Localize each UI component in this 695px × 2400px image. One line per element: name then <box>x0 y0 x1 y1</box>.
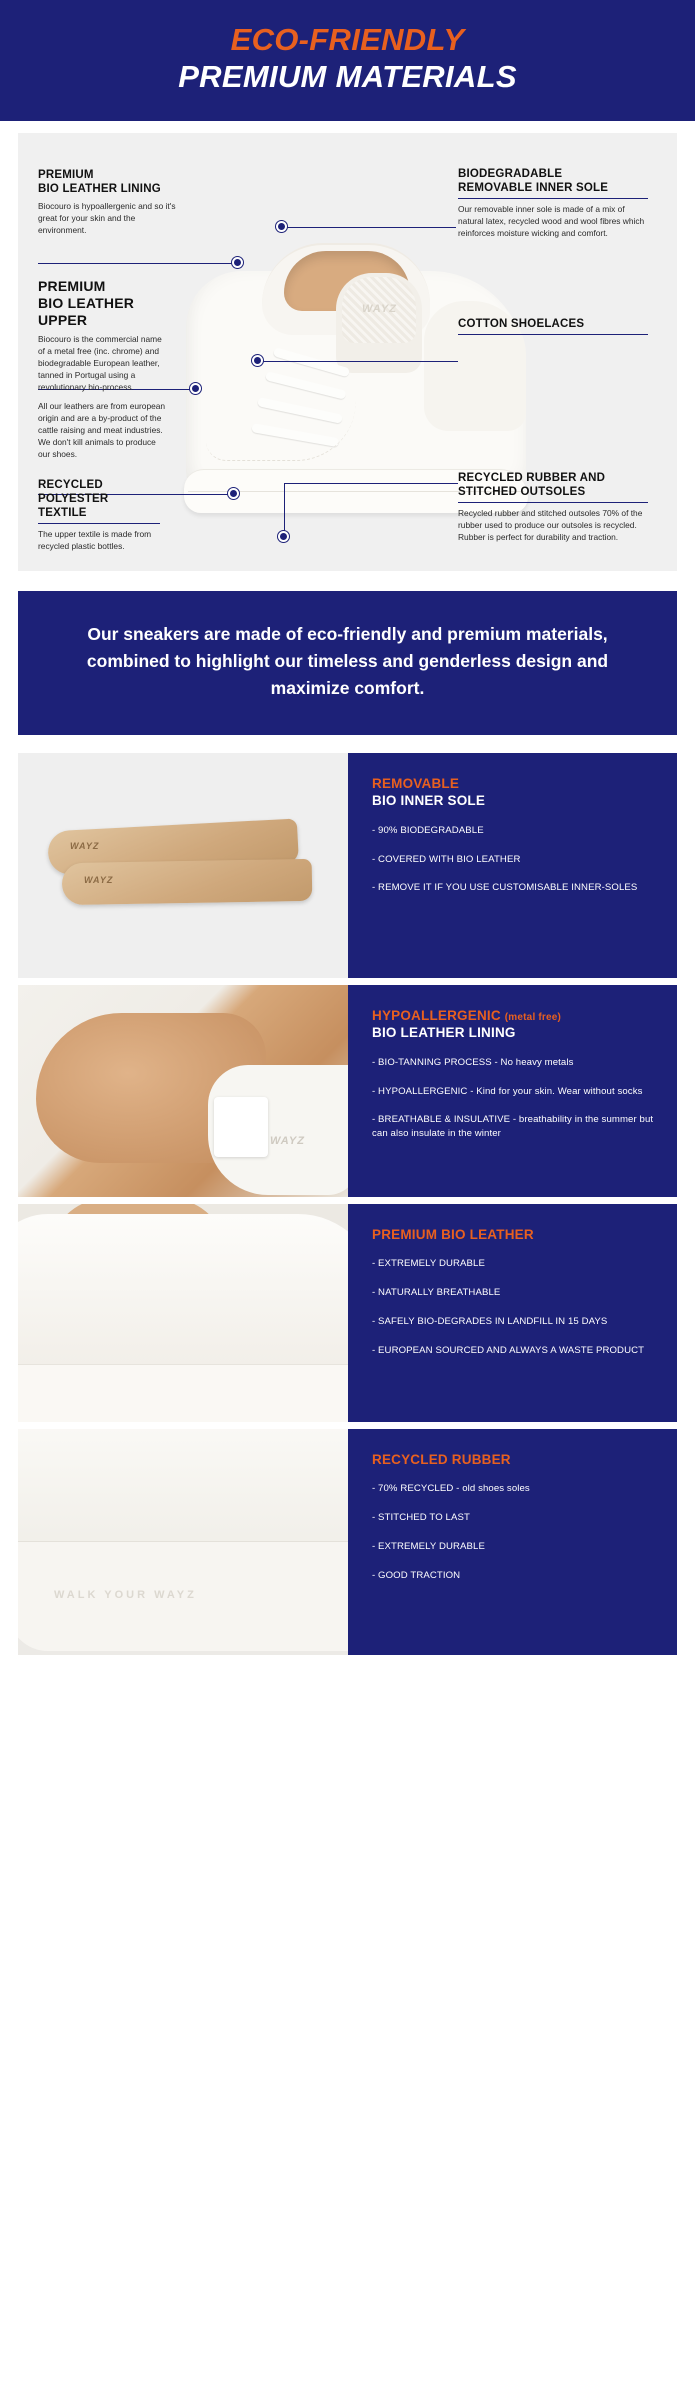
feature-bullets <box>372 1056 655 1142</box>
feature-text-inner-sole <box>348 753 677 978</box>
feature-row-removable-bio-inner-sole <box>18 753 677 978</box>
feature-row-recycled-rubber <box>18 1429 677 1655</box>
feature-text-lining <box>348 985 677 1197</box>
list-item: - STITCHED TO LAST <box>372 1511 470 1523</box>
callout-title-line1: BIODEGRADABLE <box>458 168 563 181</box>
feature-photo-lining <box>18 985 348 1197</box>
lining-photo-tag <box>214 1097 268 1157</box>
callout-title-line2: STITCHED OUTSOLES <box>458 486 586 499</box>
callout-body: Our removable inner sole is made of a mix of natural latex, recycled wood and wool fibres which reinforces moisture wicking and comfort. <box>458 204 645 239</box>
callout-divider <box>38 523 160 524</box>
feature-title-note: (metal free) <box>504 1011 562 1023</box>
feature-title <box>372 1226 655 1244</box>
page-title-line1: ECO-FRIENDLY <box>230 22 465 57</box>
leader-line-vertical <box>284 483 285 535</box>
diagram-section <box>0 121 695 585</box>
features-list <box>18 753 677 1655</box>
callout-title-line2: BIO LEATHER LINING <box>38 183 161 196</box>
feature-text-leather <box>348 1204 677 1422</box>
list-item: - EUROPEAN SOURCED AND ALWAYS A WASTE PRODUCT <box>372 1344 645 1356</box>
list-item: - 70% RECYCLED - old shoes soles <box>372 1483 530 1495</box>
leader-line <box>38 263 236 264</box>
callout-title-line1: PREMIUM <box>38 278 106 295</box>
shoe-diagram <box>18 133 677 571</box>
feature-title-line2: BIO INNER SOLE <box>372 793 486 809</box>
callout-title-line2: POLYESTER TEXTILE <box>38 493 109 520</box>
list-item: - EXTREMELY DURABLE <box>372 1540 485 1552</box>
list-item: - 90% BIODEGRADABLE <box>372 824 484 836</box>
leader-line <box>286 227 456 228</box>
feature-title <box>372 775 655 810</box>
insole-logo: WAYZ <box>70 840 100 851</box>
insole-logo-2: WAYZ <box>84 874 114 885</box>
feature-photo-inner-sole <box>18 753 348 978</box>
feature-row-hypoallergenic-lining <box>18 985 677 1197</box>
callout-title-line2: BIO LEATHER UPPER <box>38 295 135 329</box>
callout-body: Biocouro is the commercial name of a metal free (inc. chrome) and biodegradable European leather, tanned in Portugal using a revolutionary bio-process. <box>38 334 162 393</box>
page-header <box>0 0 695 121</box>
list-item: - EXTREMELY DURABLE <box>372 1258 485 1270</box>
callout-recycled-polyester-textile <box>38 478 160 553</box>
feature-bullets <box>372 1257 655 1358</box>
feature-title-line1: HYPOALLERGENIC <box>372 1007 501 1023</box>
list-item: - SAFELY BIO-DEGRADES IN LANDFILL IN 15 DAYS <box>372 1315 608 1327</box>
feature-title-line2: BIO LEATHER LINING <box>372 1025 516 1041</box>
shoe-brand-logo: WAYZ <box>362 303 397 316</box>
leather-photo-sole <box>18 1364 348 1422</box>
callout-title-line1: RECYCLED RUBBER AND <box>458 472 606 485</box>
list-item: - BREATHABLE & INSULATIVE - breathability in the summer but can also insulate in the winter <box>372 1114 654 1140</box>
callout-body: Biocouro is hypoallergenic and so it's great for your skin and the environment. <box>38 201 176 236</box>
rubber-photo-embossed-text: WALK YOUR WAYZ <box>54 1588 197 1601</box>
list-item: - COVERED WITH BIO LEATHER <box>372 853 521 865</box>
callout-divider <box>458 334 648 335</box>
feature-title-line1: RECYCLED RUBBER <box>372 1451 511 1467</box>
callout-body: Recycled rubber and stitched outsoles 70% of the rubber used to produce our outsoles is recycled. Rubber is perfect for durability and traction. <box>458 508 643 543</box>
feature-bullets <box>372 824 655 896</box>
statement-banner: Our sneakers are made of eco-friendly and premium materials, combined to highlight our timeless and genderless design and maximize comfort. <box>18 591 677 734</box>
callout-title-line1: PREMIUM <box>38 169 94 182</box>
callout-cotton-shoelaces <box>458 317 648 335</box>
callout-recycled-rubber-outsoles <box>458 471 648 544</box>
callout-biodegradable-inner-sole <box>458 167 648 240</box>
callout-divider <box>458 198 648 199</box>
leather-photo-upper <box>18 1214 348 1364</box>
list-item: - HYPOALLERGENIC - Kind for your skin. Wear without socks <box>372 1085 643 1097</box>
list-item: - NATURALLY BREATHABLE <box>372 1286 501 1298</box>
feature-row-premium-bio-leather <box>18 1204 677 1422</box>
callout-body: The upper textile is made from recycled plastic bottles. <box>38 529 152 552</box>
rubber-photo-upper <box>18 1429 348 1549</box>
feature-title-line1: PREMIUM BIO LEATHER <box>372 1226 534 1242</box>
leader-line <box>284 483 458 484</box>
feature-photo-leather <box>18 1204 348 1422</box>
feature-text-rubber <box>348 1429 677 1655</box>
feature-title <box>372 1451 655 1469</box>
page-title-line2: PREMIUM MATERIALS <box>178 58 517 94</box>
callout-title-line1: COTTON SHOELACES <box>458 318 585 331</box>
lining-photo-logo: WAYZ <box>270 1134 305 1147</box>
callout-title-line2: REMOVABLE INNER SOLE <box>458 182 609 195</box>
list-item: - REMOVE IT IF YOU USE CUSTOMISABLE INNER-SOLES <box>372 882 638 894</box>
feature-photo-rubber <box>18 1429 348 1655</box>
callout-bio-leather-lining <box>38 168 178 237</box>
leader-line <box>262 361 458 362</box>
callout-title-line1: RECYCLED <box>38 479 103 492</box>
page-title <box>20 22 675 95</box>
callout-divider <box>458 502 648 503</box>
callout-bio-leather-upper <box>38 278 170 460</box>
feature-bullets <box>372 1482 655 1583</box>
feature-title <box>372 1007 655 1042</box>
list-item: - GOOD TRACTION <box>372 1569 461 1581</box>
list-item: - BIO-TANNING PROCESS - No heavy metals <box>372 1056 574 1068</box>
feature-title-line1: REMOVABLE <box>372 775 460 791</box>
callout-body-secondary: All our leathers are from european origin and are a by-product of the cattle raising and meat industries. We don't kill animals to produce our shoes. <box>38 401 166 459</box>
